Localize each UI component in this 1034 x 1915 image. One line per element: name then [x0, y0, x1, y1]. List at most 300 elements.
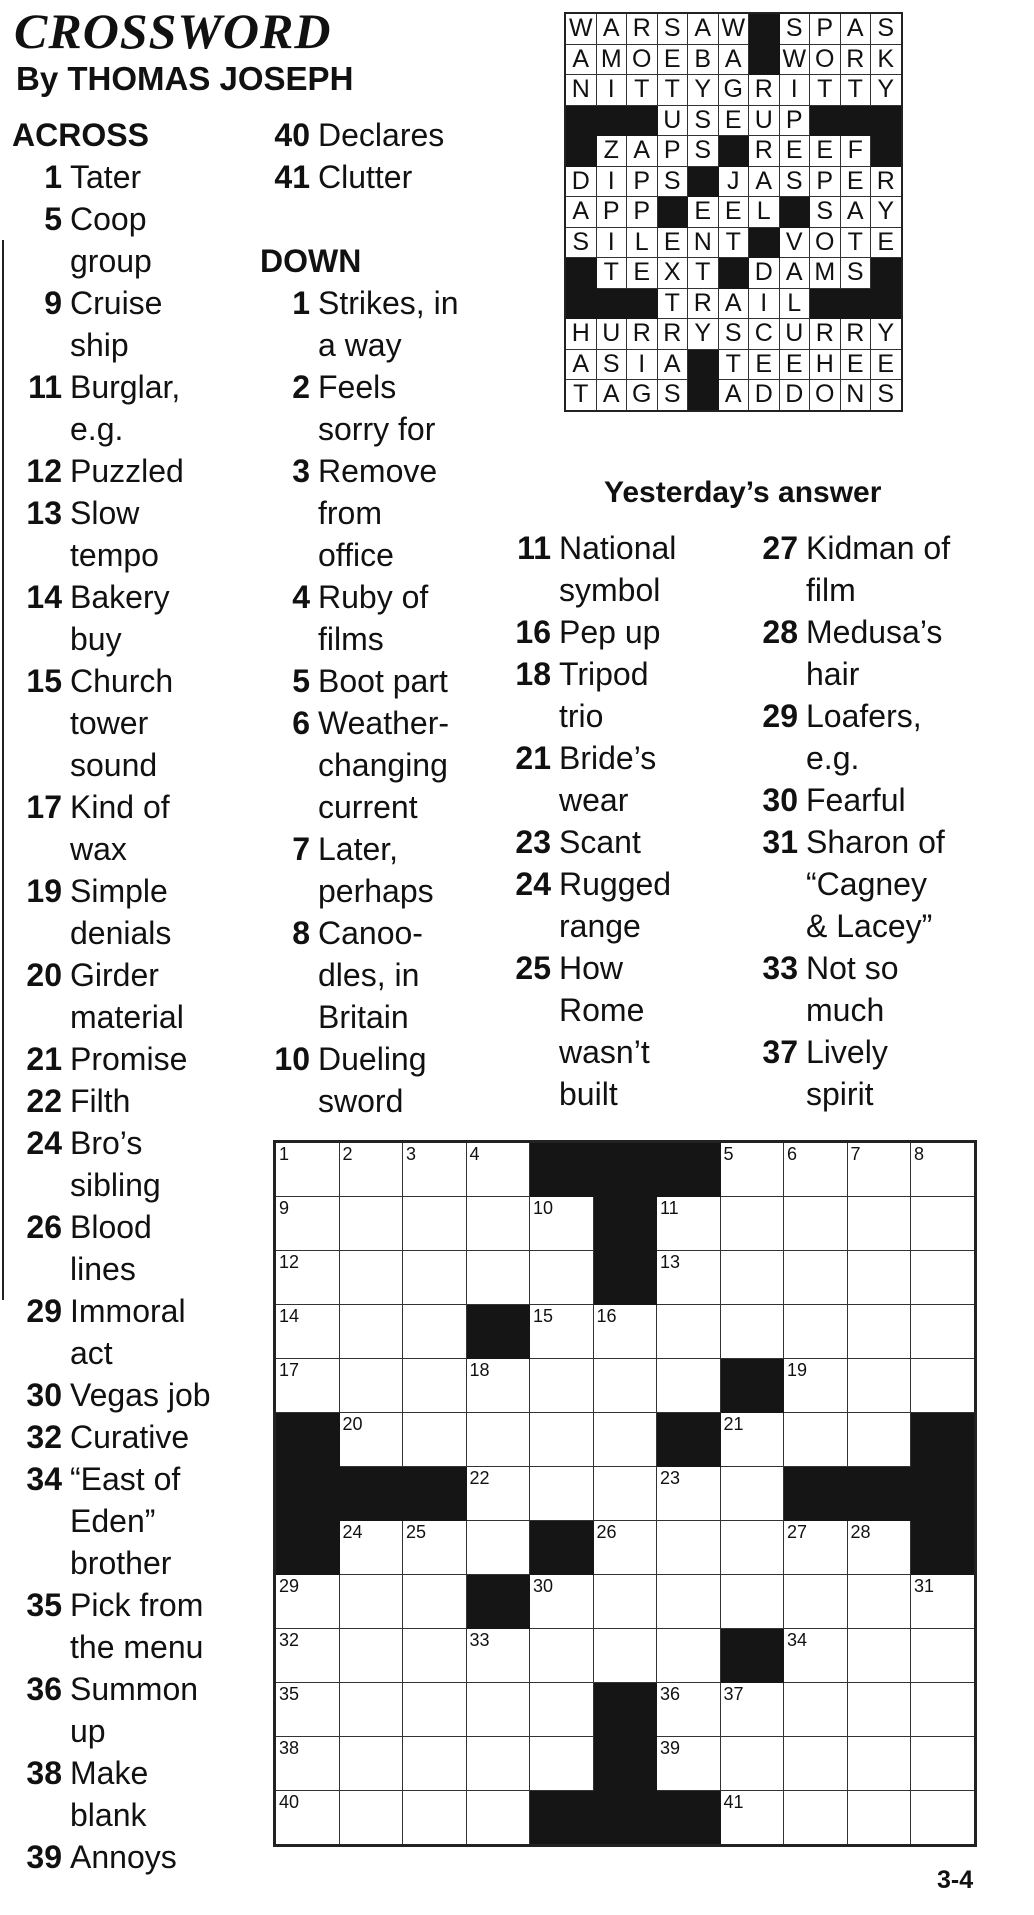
grid-cell[interactable] — [657, 1359, 721, 1413]
grid-cell[interactable] — [847, 1251, 911, 1305]
grid-cell[interactable] — [466, 1683, 530, 1737]
grid-cell[interactable] — [530, 1251, 594, 1305]
grid-cell[interactable] — [784, 1575, 848, 1629]
grid-cell[interactable] — [275, 1737, 340, 1791]
cell-number: 34 — [787, 1630, 808, 1650]
grid-cell[interactable] — [911, 1359, 976, 1413]
grid-cell[interactable] — [339, 1359, 403, 1413]
answer-letter: U — [596, 319, 627, 350]
grid-cell[interactable] — [466, 1521, 530, 1575]
clue-number: 21 — [26, 1041, 62, 1077]
grid-cell[interactable] — [847, 1359, 911, 1413]
grid-cell[interactable] — [593, 1467, 657, 1521]
grid-cell[interactable] — [657, 1251, 721, 1305]
grid-row — [275, 1359, 976, 1413]
grid-cell[interactable] — [403, 1359, 467, 1413]
across-clues-column-1 — [12, 114, 252, 1878]
clue-line: Simple — [70, 873, 168, 909]
clue-line: perhaps — [318, 873, 434, 909]
grid-cell[interactable] — [339, 1791, 403, 1846]
grid-cell[interactable] — [784, 1737, 848, 1791]
black-square — [911, 1413, 976, 1467]
clue-line: Rugged — [559, 866, 672, 902]
clue-line: act — [70, 1335, 113, 1371]
answer-letter: O — [627, 44, 658, 75]
clue-line: Promise — [70, 1041, 188, 1077]
grid-cell[interactable] — [275, 1629, 340, 1683]
clue-number: 40 — [274, 117, 310, 153]
clue-number: 11 — [28, 369, 62, 405]
answer-letter: M — [810, 258, 841, 289]
cell-number: 38 — [279, 1738, 300, 1758]
grid-cell[interactable] — [339, 1521, 403, 1575]
grid-cell[interactable] — [403, 1197, 467, 1251]
grid-cell[interactable] — [593, 1575, 657, 1629]
grid-cell[interactable] — [720, 1305, 784, 1359]
grid-cell[interactable] — [847, 1737, 911, 1791]
clue-text — [318, 576, 500, 660]
grid-cell[interactable] — [403, 1251, 467, 1305]
grid-cell[interactable] — [911, 1683, 976, 1737]
answer-letter: T — [657, 288, 688, 319]
grid-cell[interactable] — [339, 1413, 403, 1467]
grid-cell[interactable] — [720, 1521, 784, 1575]
clue-item — [260, 366, 500, 450]
answer-black-square — [749, 227, 780, 258]
grid-cell[interactable] — [911, 1575, 976, 1629]
clue-line: the menu — [70, 1629, 204, 1665]
clue-line: Annoys — [70, 1839, 177, 1875]
grid-cell[interactable] — [530, 1683, 594, 1737]
grid-cell[interactable] — [530, 1737, 594, 1791]
answer-letter: E — [779, 136, 810, 167]
cell-number: 26 — [596, 1522, 617, 1542]
grid-cell[interactable] — [593, 1629, 657, 1683]
clue-item — [506, 653, 746, 737]
grid-cell[interactable] — [911, 1791, 976, 1846]
clue-item — [12, 576, 252, 660]
clue-text — [70, 1374, 252, 1416]
clue-line: Tater — [70, 159, 142, 195]
answer-letter: A — [688, 13, 719, 44]
clue-text — [318, 1038, 500, 1122]
grid-cell[interactable] — [530, 1575, 594, 1629]
grid-cell[interactable] — [911, 1197, 976, 1251]
clue-line: wear — [559, 782, 629, 818]
grid-cell[interactable] — [275, 1575, 340, 1629]
grid-cell[interactable] — [720, 1791, 784, 1846]
clue-line: hair — [806, 656, 860, 692]
answer-letter: Y — [871, 197, 902, 228]
answer-black-square — [840, 288, 871, 319]
answer-row — [565, 75, 902, 106]
grid-cell[interactable] — [466, 1251, 530, 1305]
answer-letter: V — [779, 227, 810, 258]
clue-line: Remove — [318, 453, 438, 489]
clue-item — [12, 1668, 252, 1752]
grid-cell[interactable] — [784, 1251, 848, 1305]
grid-cell[interactable] — [720, 1575, 784, 1629]
grid-cell[interactable] — [466, 1791, 530, 1846]
grid-cell[interactable] — [593, 1359, 657, 1413]
grid-cell[interactable] — [784, 1791, 848, 1846]
answer-letter: C — [749, 319, 780, 350]
cell-number: 17 — [279, 1360, 300, 1380]
down-clues-column-3 — [506, 527, 746, 1115]
black-square — [593, 1197, 657, 1251]
clue-line: Bakery — [70, 579, 170, 615]
clue-text — [318, 156, 500, 198]
black-square — [847, 1467, 911, 1521]
clue-text — [318, 366, 500, 450]
grid-cell[interactable] — [339, 1142, 403, 1197]
clue-line: office — [318, 537, 394, 573]
answer-letter: F — [840, 136, 871, 167]
answer-black-square — [871, 105, 902, 136]
clue-text — [70, 450, 252, 492]
clue-item — [12, 1206, 252, 1290]
grid-cell[interactable] — [530, 1359, 594, 1413]
clue-text — [559, 611, 746, 653]
grid-cell[interactable] — [466, 1737, 530, 1791]
answer-letter: D — [779, 380, 810, 411]
answer-black-square — [565, 136, 596, 167]
grid-cell[interactable] — [784, 1683, 848, 1737]
cell-number: 31 — [914, 1576, 935, 1596]
grid-row — [275, 1791, 976, 1846]
grid-cell[interactable] — [275, 1197, 340, 1251]
answer-letter: R — [749, 75, 780, 106]
grid-cell[interactable] — [847, 1629, 911, 1683]
clue-item — [753, 1031, 1013, 1115]
clue-text — [318, 660, 500, 702]
grid-cell[interactable] — [720, 1413, 784, 1467]
black-square — [720, 1359, 784, 1413]
grid-cell[interactable] — [275, 1359, 340, 1413]
clue-number: 22 — [26, 1083, 62, 1119]
grid-cell[interactable] — [593, 1521, 657, 1575]
grid-cell[interactable] — [339, 1197, 403, 1251]
answer-black-square — [565, 258, 596, 289]
across-heading: ACROSS — [12, 117, 149, 153]
clue-line: Immoral — [70, 1293, 186, 1329]
answer-letter: P — [779, 105, 810, 136]
clue-text — [318, 702, 500, 828]
grid-cell[interactable] — [403, 1413, 467, 1467]
grid-cell[interactable] — [403, 1629, 467, 1683]
answer-black-square — [718, 258, 749, 289]
grid-cell[interactable] — [339, 1683, 403, 1737]
cell-number: 37 — [723, 1684, 744, 1704]
grid-cell[interactable] — [784, 1629, 848, 1683]
grid-cell[interactable] — [275, 1791, 340, 1846]
grid-cell[interactable] — [720, 1467, 784, 1521]
clue-text — [70, 1458, 252, 1584]
clue-item — [506, 863, 746, 947]
grid-cell[interactable] — [847, 1791, 911, 1846]
grid-cell[interactable] — [847, 1305, 911, 1359]
answer-letter: I — [596, 75, 627, 106]
clue-line: Not so — [806, 950, 899, 986]
grid-cell[interactable] — [339, 1575, 403, 1629]
grid-cell[interactable] — [466, 1413, 530, 1467]
answer-letter: P — [810, 166, 841, 197]
clue-number: 28 — [762, 614, 798, 650]
clue-line: Lively — [806, 1034, 888, 1070]
clue-line: Kidman of — [806, 530, 951, 566]
clue-item — [753, 947, 1013, 1031]
answer-letter: S — [718, 319, 749, 350]
clue-item — [12, 1290, 252, 1374]
clue-line: Summon — [70, 1671, 199, 1707]
black-square — [275, 1413, 340, 1467]
clue-number: 30 — [26, 1377, 62, 1413]
yesterdays-answer-grid — [564, 12, 903, 412]
clue-number: 34 — [26, 1461, 62, 1497]
grid-cell[interactable] — [339, 1251, 403, 1305]
clue-text — [70, 1122, 252, 1206]
clue-number: 32 — [26, 1419, 62, 1455]
answer-letter: G — [627, 380, 658, 411]
answer-row — [565, 166, 902, 197]
answer-letter: T — [718, 227, 749, 258]
grid-cell[interactable] — [784, 1413, 848, 1467]
grid-cell[interactable] — [466, 1142, 530, 1197]
clue-text — [70, 1206, 252, 1290]
grid-cell[interactable] — [275, 1683, 340, 1737]
grid-cell[interactable] — [530, 1467, 594, 1521]
grid-cell[interactable] — [530, 1413, 594, 1467]
answer-letter: U — [657, 105, 688, 136]
clue-item — [260, 660, 500, 702]
crossword-grid[interactable] — [273, 1140, 977, 1847]
clue-line: buy — [70, 621, 122, 657]
answer-letter: M — [596, 44, 627, 75]
grid-cell[interactable] — [403, 1575, 467, 1629]
grid-row — [275, 1629, 976, 1683]
black-square — [593, 1791, 657, 1846]
clue-item — [12, 492, 252, 576]
answer-row — [565, 105, 902, 136]
answer-row — [565, 288, 902, 319]
clue-text — [70, 1584, 252, 1668]
byline: By THOMAS JOSEPH — [16, 60, 354, 97]
grid-cell[interactable] — [339, 1737, 403, 1791]
clue-item — [12, 450, 252, 492]
clue-item — [260, 576, 500, 660]
clue-text — [559, 947, 746, 1115]
answer-letter: R — [657, 319, 688, 350]
answer-letter: N — [688, 227, 719, 258]
grid-cell[interactable] — [530, 1629, 594, 1683]
cell-number: 19 — [787, 1360, 808, 1380]
cell-number: 22 — [469, 1468, 490, 1488]
clue-item — [260, 156, 500, 198]
answer-black-square — [779, 197, 810, 228]
grid-cell[interactable] — [466, 1197, 530, 1251]
clue-number: 11 — [517, 530, 551, 566]
grid-cell[interactable] — [403, 1521, 467, 1575]
answer-letter: A — [657, 349, 688, 380]
grid-cell[interactable] — [784, 1142, 848, 1197]
black-square — [466, 1575, 530, 1629]
answer-black-square — [871, 136, 902, 167]
grid-cell[interactable] — [403, 1737, 467, 1791]
grid-cell[interactable] — [784, 1521, 848, 1575]
answer-letter: E — [718, 197, 749, 228]
clue-number: 31 — [762, 824, 798, 860]
grid-cell[interactable] — [720, 1251, 784, 1305]
answer-letter: U — [749, 105, 780, 136]
grid-cell[interactable] — [784, 1197, 848, 1251]
grid-cell[interactable] — [847, 1521, 911, 1575]
grid-cell[interactable] — [339, 1305, 403, 1359]
grid-cell[interactable] — [657, 1467, 721, 1521]
cell-number: 15 — [533, 1306, 554, 1326]
grid-cell[interactable] — [466, 1629, 530, 1683]
answer-letter: T — [627, 75, 658, 106]
grid-cell[interactable] — [847, 1575, 911, 1629]
grid-row — [275, 1683, 976, 1737]
answer-letter: I — [596, 227, 627, 258]
grid-cell[interactable] — [275, 1305, 340, 1359]
clue-line: Pick from — [70, 1587, 204, 1623]
answer-letter: B — [688, 44, 719, 75]
grid-cell[interactable] — [275, 1142, 340, 1197]
answer-black-square — [596, 288, 627, 319]
black-square — [275, 1467, 340, 1521]
clue-line: Church — [70, 663, 174, 699]
clue-line: e.g. — [70, 411, 124, 447]
grid-cell[interactable] — [720, 1197, 784, 1251]
cell-number: 7 — [850, 1144, 861, 1164]
grid-cell[interactable] — [403, 1142, 467, 1197]
answer-black-square — [688, 380, 719, 411]
answer-letter: U — [779, 319, 810, 350]
grid-cell[interactable] — [339, 1629, 403, 1683]
answer-letter: R — [840, 319, 871, 350]
grid-cell[interactable] — [720, 1683, 784, 1737]
clue-item — [12, 1458, 252, 1584]
answer-letter: I — [596, 166, 627, 197]
grid-cell[interactable] — [847, 1142, 911, 1197]
cell-number: 33 — [469, 1630, 490, 1650]
clue-number: 16 — [515, 614, 551, 650]
clue-item — [753, 821, 1013, 947]
clue-line: National — [559, 530, 677, 566]
grid-cell[interactable] — [657, 1575, 721, 1629]
clue-number: 24 — [515, 866, 551, 902]
clue-item — [12, 870, 252, 954]
answer-letter: A — [718, 44, 749, 75]
clue-line: current — [318, 789, 418, 825]
cell-number: 13 — [660, 1252, 681, 1272]
grid-cell[interactable] — [911, 1629, 976, 1683]
clue-line: dles, in — [318, 957, 420, 993]
answer-letter: P — [627, 166, 658, 197]
clue-number: 14 — [26, 579, 62, 615]
clue-line: Canoo- — [318, 915, 423, 951]
answer-letter: E — [810, 136, 841, 167]
answer-letter: S — [779, 13, 810, 44]
grid-cell[interactable] — [466, 1359, 530, 1413]
grid-cell[interactable] — [657, 1305, 721, 1359]
answer-letter: S — [565, 227, 596, 258]
answer-letter: R — [627, 13, 658, 44]
grid-row — [275, 1737, 976, 1791]
clue-item — [506, 947, 746, 1115]
answer-black-square — [688, 166, 719, 197]
answer-letter: A — [749, 166, 780, 197]
grid-cell[interactable] — [847, 1413, 911, 1467]
grid-cell[interactable] — [657, 1629, 721, 1683]
clue-line: Declares — [318, 117, 445, 153]
grid-cell[interactable] — [593, 1413, 657, 1467]
answer-letter: R — [810, 319, 841, 350]
grid-cell[interactable] — [403, 1683, 467, 1737]
grid-cell[interactable] — [911, 1737, 976, 1791]
grid-cell[interactable] — [403, 1791, 467, 1846]
clue-line: trio — [559, 698, 604, 734]
clue-line: Tripod — [559, 656, 649, 692]
clue-item — [12, 198, 252, 282]
grid-cell[interactable] — [784, 1359, 848, 1413]
clue-item — [12, 1752, 252, 1836]
cell-number: 30 — [533, 1576, 554, 1596]
answer-black-square — [565, 288, 596, 319]
grid-cell[interactable] — [911, 1305, 976, 1359]
clue-line: a way — [318, 327, 402, 363]
grid-cell[interactable] — [657, 1683, 721, 1737]
grid-cell[interactable] — [530, 1305, 594, 1359]
down-heading: DOWN — [260, 243, 362, 279]
grid-cell[interactable] — [593, 1305, 657, 1359]
clue-text — [70, 1290, 252, 1374]
grid-cell[interactable] — [720, 1737, 784, 1791]
clue-number: 38 — [26, 1755, 62, 1791]
answer-letter: P — [627, 197, 658, 228]
answer-letter: P — [810, 13, 841, 44]
clue-line: denials — [70, 915, 172, 951]
clue-number: 13 — [26, 495, 62, 531]
clue-line: changing — [318, 747, 448, 783]
grid-cell[interactable] — [847, 1197, 911, 1251]
clue-line: Britain — [318, 999, 409, 1035]
cell-number: 11 — [660, 1198, 679, 1218]
grid-cell[interactable] — [530, 1197, 594, 1251]
answer-black-square — [810, 105, 841, 136]
grid-cell[interactable] — [657, 1197, 721, 1251]
grid-cell[interactable] — [911, 1251, 976, 1305]
answer-row — [565, 197, 902, 228]
grid-cell[interactable] — [911, 1142, 976, 1197]
black-square — [657, 1791, 721, 1846]
grid-cell[interactable] — [657, 1521, 721, 1575]
grid-cell[interactable] — [847, 1683, 911, 1737]
clue-line: sword — [318, 1083, 404, 1119]
grid-cell[interactable] — [403, 1305, 467, 1359]
grid-row — [275, 1305, 976, 1359]
grid-cell[interactable] — [466, 1467, 530, 1521]
grid-cell[interactable] — [657, 1737, 721, 1791]
grid-cell[interactable] — [720, 1142, 784, 1197]
clue-line: sound — [70, 747, 158, 783]
grid-cell[interactable] — [275, 1251, 340, 1305]
clue-line: wasn’t — [559, 1034, 650, 1070]
clue-text — [70, 1416, 252, 1458]
grid-cell[interactable] — [784, 1305, 848, 1359]
answer-letter: E — [688, 197, 719, 228]
